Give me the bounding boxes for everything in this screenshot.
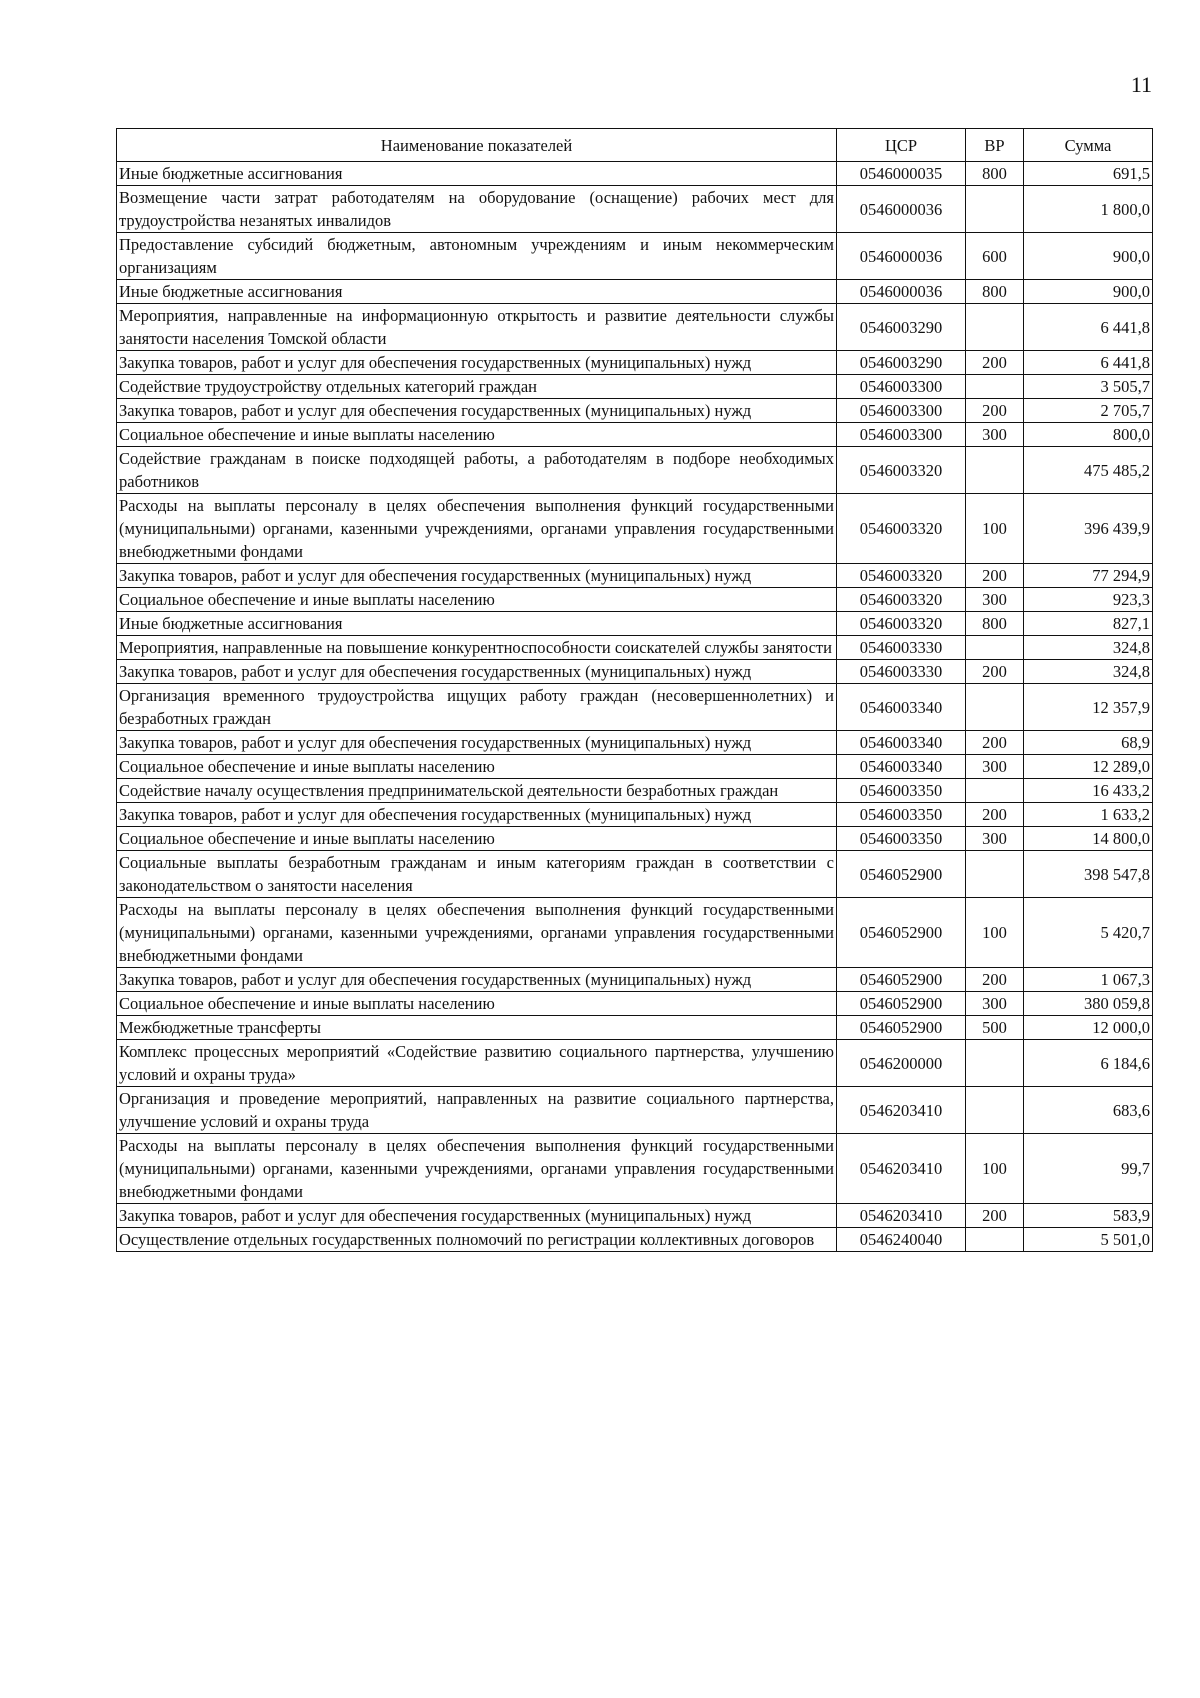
row-name-cell: Осуществление отдельных государственных полномочий по регистрации коллективных договоров xyxy=(117,1228,837,1252)
row-csr-cell: 0546003320 xyxy=(837,588,966,612)
row-sum-cell: 396 439,9 xyxy=(1024,494,1153,564)
row-name-cell: Закупка товаров, работ и услуг для обеспечения государственных (муниципальных) нужд xyxy=(117,564,837,588)
row-vr-cell xyxy=(966,1228,1024,1252)
row-csr-cell: 0546052900 xyxy=(837,898,966,968)
row-sum-cell: 5 501,0 xyxy=(1024,1228,1153,1252)
row-csr-cell: 0546203410 xyxy=(837,1204,966,1228)
row-sum-cell: 1 800,0 xyxy=(1024,186,1153,233)
row-vr-cell: 200 xyxy=(966,564,1024,588)
row-csr-cell: 0546000036 xyxy=(837,233,966,280)
row-name-cell: Организация временного трудоустройства ищущих работу граждан (несовершеннолетних) и безработных граждан xyxy=(117,684,837,731)
row-sum-cell: 398 547,8 xyxy=(1024,851,1153,898)
row-sum-cell: 2 705,7 xyxy=(1024,399,1153,423)
row-name-cell: Социальное обеспечение и иные выплаты населению xyxy=(117,755,837,779)
row-vr-cell: 200 xyxy=(966,731,1024,755)
row-sum-cell: 77 294,9 xyxy=(1024,564,1153,588)
table-row xyxy=(117,898,1153,968)
row-name-cell: Содействие началу осуществления предпринимательской деятельности безработных граждан xyxy=(117,779,837,803)
table-row xyxy=(117,375,1153,399)
row-name-cell: Мероприятия, направленные на информационную открытость и развитие деятельности службы занятости населения Томской области xyxy=(117,304,837,351)
row-vr-cell xyxy=(966,304,1024,351)
table-row xyxy=(117,636,1153,660)
table-row xyxy=(117,684,1153,731)
table-row xyxy=(117,803,1153,827)
row-name-cell: Закупка товаров, работ и услуг для обеспечения государственных (муниципальных) нужд xyxy=(117,968,837,992)
row-csr-cell: 0546052900 xyxy=(837,1016,966,1040)
row-sum-cell: 12 000,0 xyxy=(1024,1016,1153,1040)
row-name-cell: Межбюджетные трансферты xyxy=(117,1016,837,1040)
table-row xyxy=(117,351,1153,375)
table-row xyxy=(117,968,1153,992)
row-vr-cell: 300 xyxy=(966,827,1024,851)
row-name-cell: Организация и проведение мероприятий, направленных на развитие социального партнерства, улучшение условий и охраны труда xyxy=(117,1087,837,1134)
row-vr-cell xyxy=(966,186,1024,233)
table-row xyxy=(117,851,1153,898)
row-vr-cell xyxy=(966,684,1024,731)
row-name-cell: Содействие гражданам в поиске подходящей работы, а работодателям в подборе необходимых работников xyxy=(117,447,837,494)
row-vr-cell: 200 xyxy=(966,968,1024,992)
row-csr-cell: 0546003330 xyxy=(837,636,966,660)
row-sum-cell: 16 433,2 xyxy=(1024,779,1153,803)
row-sum-cell: 6 441,8 xyxy=(1024,304,1153,351)
row-vr-cell xyxy=(966,375,1024,399)
row-vr-cell: 300 xyxy=(966,992,1024,1016)
row-sum-cell: 900,0 xyxy=(1024,233,1153,280)
row-name-cell: Социальное обеспечение и иные выплаты населению xyxy=(117,992,837,1016)
row-sum-cell: 99,7 xyxy=(1024,1134,1153,1204)
row-vr-cell: 200 xyxy=(966,1204,1024,1228)
row-name-cell: Иные бюджетные ассигнования xyxy=(117,162,837,186)
row-csr-cell: 0546003300 xyxy=(837,399,966,423)
table-row xyxy=(117,755,1153,779)
row-csr-cell: 0546200000 xyxy=(837,1040,966,1087)
row-csr-cell: 0546052900 xyxy=(837,851,966,898)
row-sum-cell: 1 633,2 xyxy=(1024,803,1153,827)
row-sum-cell: 683,6 xyxy=(1024,1087,1153,1134)
page-number: 11 xyxy=(1130,72,1152,97)
row-sum-cell: 583,9 xyxy=(1024,1204,1153,1228)
row-csr-cell: 0546000035 xyxy=(837,162,966,186)
table-header xyxy=(117,129,1153,162)
row-csr-cell: 0546003290 xyxy=(837,351,966,375)
row-csr-cell: 0546003320 xyxy=(837,564,966,588)
table-row xyxy=(117,399,1153,423)
table-row xyxy=(117,1228,1153,1252)
row-csr-cell: 0546003320 xyxy=(837,447,966,494)
row-sum-cell: 800,0 xyxy=(1024,423,1153,447)
table-row xyxy=(117,564,1153,588)
row-name-cell: Комплекс процессных мероприятий «Содействие развитию социального партнерства, улучшению условий и охраны труда» xyxy=(117,1040,837,1087)
row-vr-cell: 200 xyxy=(966,803,1024,827)
row-name-cell: Расходы на выплаты персоналу в целях обеспечения выполнения функций государственными (муниципальными) органами, казенными учреждениями, органами управления государственными внебюджетными фондами xyxy=(117,898,837,968)
row-name-cell: Социальное обеспечение и иные выплаты населению xyxy=(117,588,837,612)
table-row xyxy=(117,992,1153,1016)
table-row xyxy=(117,1134,1153,1204)
row-sum-cell: 923,3 xyxy=(1024,588,1153,612)
table-row xyxy=(117,779,1153,803)
row-csr-cell: 0546003300 xyxy=(837,423,966,447)
row-sum-cell: 6 184,6 xyxy=(1024,1040,1153,1087)
row-name-cell: Предоставление субсидий бюджетным, автономным учреждениям и иным некоммерческим организациям xyxy=(117,233,837,280)
row-name-cell: Иные бюджетные ассигнования xyxy=(117,612,837,636)
row-csr-cell: 0546240040 xyxy=(837,1228,966,1252)
row-sum-cell: 475 485,2 xyxy=(1024,447,1153,494)
row-name-cell: Социальные выплаты безработным гражданам и иным категориям граждан в соответствии с законодательством о занятости населения xyxy=(117,851,837,898)
header-csr: ЦСР xyxy=(837,129,966,162)
row-csr-cell: 0546003340 xyxy=(837,755,966,779)
header-row xyxy=(117,129,1153,162)
row-csr-cell: 0546052900 xyxy=(837,968,966,992)
row-name-cell: Закупка товаров, работ и услуг для обеспечения государственных (муниципальных) нужд xyxy=(117,803,837,827)
row-name-cell: Закупка товаров, работ и услуг для обеспечения государственных (муниципальных) нужд xyxy=(117,351,837,375)
row-csr-cell: 0546000036 xyxy=(837,280,966,304)
row-csr-cell: 0546003350 xyxy=(837,803,966,827)
table-row xyxy=(117,304,1153,351)
table-row xyxy=(117,588,1153,612)
table-row xyxy=(117,731,1153,755)
table-row xyxy=(117,827,1153,851)
row-vr-cell: 200 xyxy=(966,399,1024,423)
row-csr-cell: 0546000036 xyxy=(837,186,966,233)
table-row xyxy=(117,1016,1153,1040)
row-name-cell: Расходы на выплаты персоналу в целях обеспечения выполнения функций государственными (муниципальными) органами, казенными учреждениями, органами управления государственными внебюджетными фондами xyxy=(117,494,837,564)
row-name-cell: Возмещение части затрат работодателям на оборудование (оснащение) рабочих мест для трудоустройства незанятых инвалидов xyxy=(117,186,837,233)
header-name: Наименование показателей xyxy=(117,129,837,162)
row-csr-cell: 0546003300 xyxy=(837,375,966,399)
row-sum-cell: 5 420,7 xyxy=(1024,898,1153,968)
table-row xyxy=(117,162,1153,186)
row-vr-cell: 300 xyxy=(966,423,1024,447)
row-sum-cell: 12 357,9 xyxy=(1024,684,1153,731)
table-row xyxy=(117,186,1153,233)
row-name-cell: Закупка товаров, работ и услуг для обеспечения государственных (муниципальных) нужд xyxy=(117,731,837,755)
row-sum-cell: 12 289,0 xyxy=(1024,755,1153,779)
row-vr-cell: 300 xyxy=(966,755,1024,779)
row-csr-cell: 0546003350 xyxy=(837,827,966,851)
row-sum-cell: 6 441,8 xyxy=(1024,351,1153,375)
row-sum-cell: 691,5 xyxy=(1024,162,1153,186)
row-name-cell: Содействие трудоустройству отдельных категорий граждан xyxy=(117,375,837,399)
row-name-cell: Мероприятия, направленные на повышение конкурентноспособности соискателей службы занятости xyxy=(117,636,837,660)
row-vr-cell xyxy=(966,1087,1024,1134)
row-name-cell: Закупка товаров, работ и услуг для обеспечения государственных (муниципальных) нужд xyxy=(117,399,837,423)
row-vr-cell xyxy=(966,636,1024,660)
row-vr-cell xyxy=(966,851,1024,898)
row-sum-cell: 1 067,3 xyxy=(1024,968,1153,992)
row-vr-cell: 600 xyxy=(966,233,1024,280)
row-vr-cell xyxy=(966,1040,1024,1087)
table-row xyxy=(117,494,1153,564)
row-csr-cell: 0546052900 xyxy=(837,992,966,1016)
row-vr-cell: 200 xyxy=(966,660,1024,684)
table-row xyxy=(117,233,1153,280)
row-vr-cell: 100 xyxy=(966,898,1024,968)
row-vr-cell: 300 xyxy=(966,588,1024,612)
table-row xyxy=(117,612,1153,636)
row-vr-cell: 500 xyxy=(966,1016,1024,1040)
row-name-cell: Социальное обеспечение и иные выплаты населению xyxy=(117,423,837,447)
row-vr-cell xyxy=(966,447,1024,494)
table-row xyxy=(117,447,1153,494)
row-sum-cell: 324,8 xyxy=(1024,636,1153,660)
row-csr-cell: 0546003340 xyxy=(837,684,966,731)
row-csr-cell: 0546003320 xyxy=(837,612,966,636)
row-vr-cell: 800 xyxy=(966,162,1024,186)
table-row xyxy=(117,280,1153,304)
row-sum-cell: 3 505,7 xyxy=(1024,375,1153,399)
row-sum-cell: 827,1 xyxy=(1024,612,1153,636)
row-name-cell: Закупка товаров, работ и услуг для обеспечения государственных (муниципальных) нужд xyxy=(117,660,837,684)
table-row xyxy=(117,1040,1153,1087)
table-row xyxy=(117,423,1153,447)
row-sum-cell: 324,8 xyxy=(1024,660,1153,684)
row-sum-cell: 68,9 xyxy=(1024,731,1153,755)
table-row xyxy=(117,660,1153,684)
table-body xyxy=(117,162,1153,1252)
row-vr-cell: 100 xyxy=(966,494,1024,564)
row-csr-cell: 0546203410 xyxy=(837,1134,966,1204)
table-row xyxy=(117,1204,1153,1228)
header-vr: ВР xyxy=(966,129,1024,162)
row-sum-cell: 380 059,8 xyxy=(1024,992,1153,1016)
row-vr-cell: 800 xyxy=(966,280,1024,304)
row-csr-cell: 0546003330 xyxy=(837,660,966,684)
header-sum: Сумма xyxy=(1024,129,1153,162)
row-name-cell: Социальное обеспечение и иные выплаты населению xyxy=(117,827,837,851)
row-vr-cell: 200 xyxy=(966,351,1024,375)
row-vr-cell: 800 xyxy=(966,612,1024,636)
row-csr-cell: 0546003290 xyxy=(837,304,966,351)
row-vr-cell: 100 xyxy=(966,1134,1024,1204)
row-csr-cell: 0546003320 xyxy=(837,494,966,564)
row-name-cell: Иные бюджетные ассигнования xyxy=(117,280,837,304)
row-csr-cell: 0546003340 xyxy=(837,731,966,755)
table-row xyxy=(117,1087,1153,1134)
budget-table xyxy=(116,128,1153,1252)
row-name-cell: Закупка товаров, работ и услуг для обеспечения государственных (муниципальных) нужд xyxy=(117,1204,837,1228)
row-sum-cell: 14 800,0 xyxy=(1024,827,1153,851)
row-sum-cell: 900,0 xyxy=(1024,280,1153,304)
row-vr-cell xyxy=(966,779,1024,803)
row-csr-cell: 0546203410 xyxy=(837,1087,966,1134)
row-csr-cell: 0546003350 xyxy=(837,779,966,803)
row-name-cell: Расходы на выплаты персоналу в целях обеспечения выполнения функций государственными (муниципальными) органами, казенными учреждениями, органами управления государственными внебюджетными фондами xyxy=(117,1134,837,1204)
